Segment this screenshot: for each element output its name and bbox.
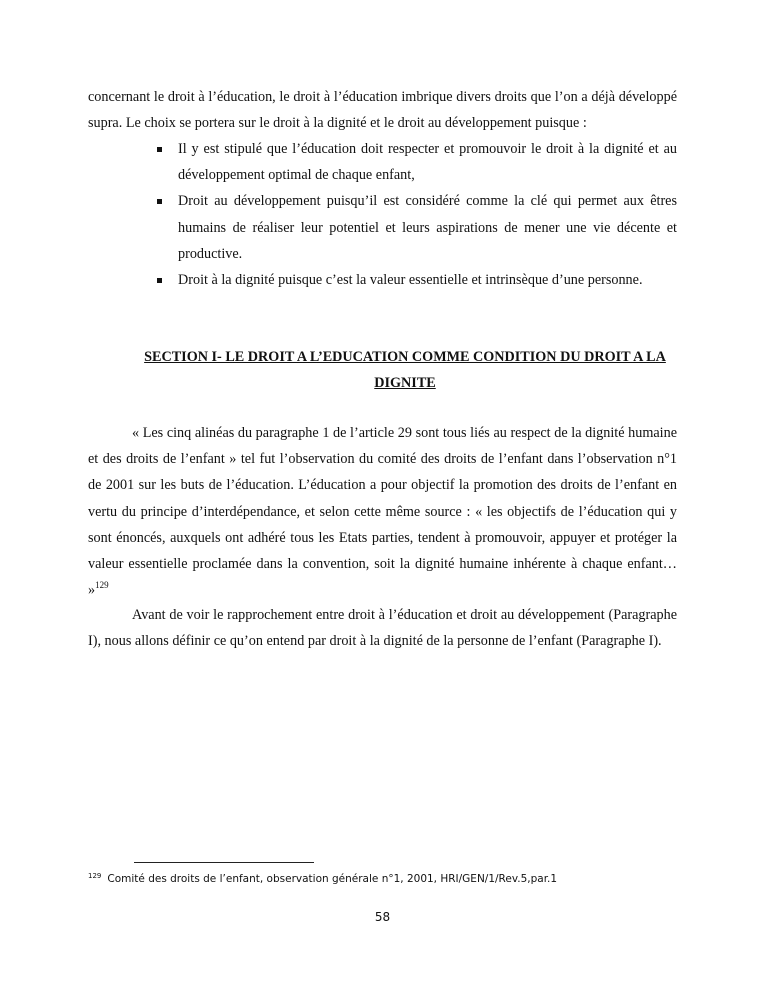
footnote-separator — [134, 862, 314, 863]
footnote-text: Comité des droits de l’enfant, observation générale n°1, 2001, HRI/GEN/1/Rev.5,par.1 — [107, 873, 558, 885]
square-bullet-icon — [157, 199, 162, 204]
bullet-text: Droit à la dignité puisque c’est la valeur essentielle et intrinsèque d’une personne. — [178, 272, 643, 289]
list-item — [156, 136, 677, 188]
section-heading — [136, 344, 674, 396]
list-item — [156, 188, 677, 267]
section-heading-text: SECTION I- LE DROIT A L’EDUCATION COMME CONDITION DU DROIT A LA DIGNITE — [144, 349, 666, 392]
bullet-list — [156, 136, 677, 293]
body-paragraph-1-text: « Les cinq alinéas du paragraphe 1 de l’article 29 sont tous liés au respect de la dignité humaine et des droits de l’enfant » tel fut l’observation du comité des droits de l’enfant dans l’observation n°1 de 2001 sur les buts de l’éducation. L’éducation a pour objectif la promotion des droits de l’enfant en vertu du principe d’interdépendance, et selon cette même source : « les objectifs de l’éducation qui y sont énoncés, auxquels ont adhéré tous les Etats parties, tendent à promouvoir, appuyer et protéger la valeur essentielle proclamée dans la convention, soit la dignité humaine inhérente à chaque enfant… » — [88, 425, 677, 599]
square-bullet-icon — [157, 278, 162, 283]
footnote-number: 129 — [88, 872, 102, 880]
square-bullet-icon — [157, 147, 162, 152]
intro-paragraph: concernant le droit à l’éducation, le droit à l’éducation imbrique divers droits que l’on a déjà développé supra. Le choix se portera sur le droit à la dignité et le droit au développement puisque : — [88, 89, 677, 132]
bullet-text: Droit au développement puisqu’il est considéré comme la clé qui permet aux êtres humains de réaliser leur potentiel et leurs aspirations de mener une vie décente et productive. — [178, 193, 677, 262]
bullet-text: Il y est stipulé que l’éducation doit respecter et promouvoir le droit à la dignité et au développement optimal de chaque enfant, — [178, 141, 677, 184]
page-number: 58 — [374, 910, 391, 924]
list-item — [156, 267, 677, 293]
body-paragraph-2: Avant de voir le rapprochement entre droit à l’éducation et droit au développement (Paragraphe I), nous allons définir ce qu’on entend par droit à la dignité de la personne de l’enfant (Paragraphe I). — [88, 607, 677, 650]
body-paragraph-1 — [88, 420, 677, 603]
footnote-reference: 129 — [95, 580, 109, 591]
footnote — [88, 868, 688, 887]
